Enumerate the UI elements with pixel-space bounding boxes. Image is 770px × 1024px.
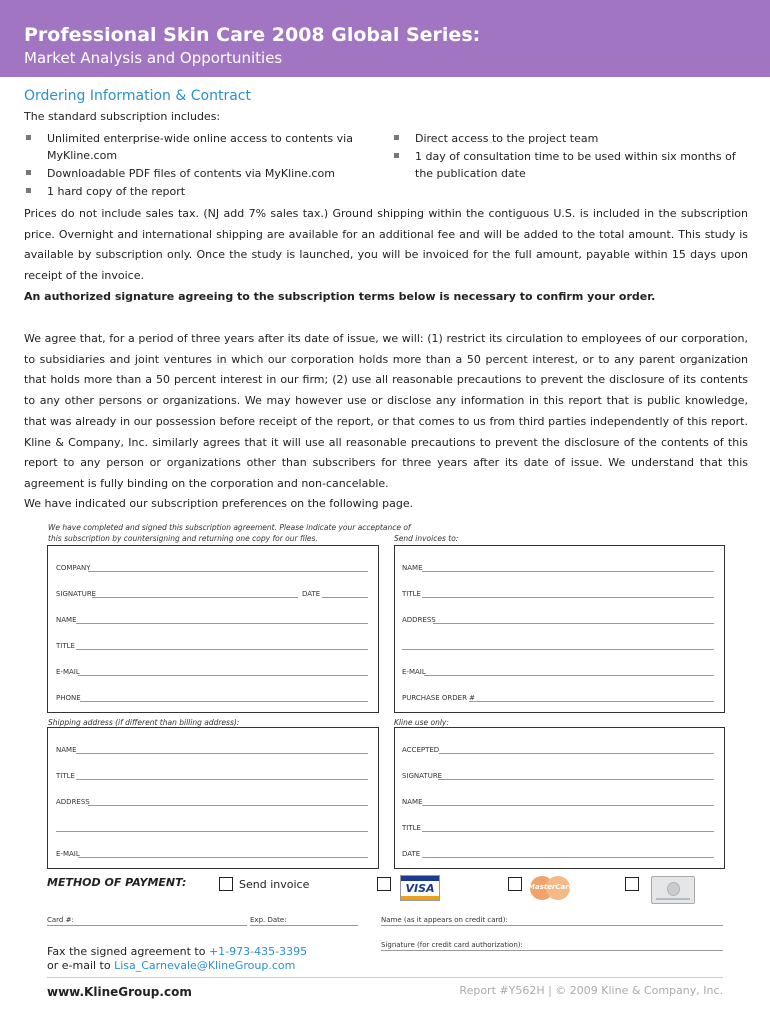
date-label: DATE bbox=[402, 850, 421, 858]
kline-use-box bbox=[394, 727, 725, 869]
website-link[interactable]: www.KlineGroup.com bbox=[47, 985, 192, 999]
title-label: TITLE bbox=[402, 824, 421, 832]
bullet-icon bbox=[394, 135, 399, 140]
title-label: TITLE bbox=[402, 590, 421, 598]
shipping-email-field[interactable] bbox=[78, 857, 368, 858]
list-item: 1 day of consultation time to be used within six months of the publication date bbox=[392, 148, 752, 182]
shipping-address-line2[interactable] bbox=[56, 831, 368, 832]
date-label: DATE bbox=[302, 590, 321, 598]
subscription-list-left bbox=[24, 130, 369, 201]
address-label: ADDRESS bbox=[56, 798, 90, 806]
name-on-card-field[interactable] bbox=[381, 925, 723, 926]
signed-agreement-note: We have completed and signed this subscription agreement. Please indicate your acceptance of this subscription by countersigning and returning one copy for our files. bbox=[48, 523, 411, 543]
name-label: NAME bbox=[56, 616, 77, 624]
shipping-note: Shipping address (if different than billing address): bbox=[48, 718, 240, 727]
mastercard-checkbox[interactable] bbox=[508, 877, 522, 891]
amex-card-icon bbox=[651, 876, 695, 904]
purchase-order-label: PURCHASE ORDER # bbox=[402, 694, 476, 702]
bullet-icon bbox=[26, 135, 31, 140]
signature-label: SIGNATURE bbox=[402, 772, 443, 780]
date-field[interactable] bbox=[322, 597, 368, 598]
phone-field[interactable] bbox=[80, 701, 368, 702]
email-field[interactable] bbox=[78, 675, 368, 676]
bullet-icon bbox=[26, 188, 31, 193]
kline-date-field[interactable] bbox=[422, 857, 714, 858]
footer-divider bbox=[47, 977, 723, 978]
name-field[interactable] bbox=[76, 623, 368, 624]
card-number-label: Card #: bbox=[47, 916, 74, 924]
list-item: Direct access to the project team bbox=[392, 130, 752, 147]
send-invoice-checkbox[interactable] bbox=[219, 877, 233, 891]
header-banner bbox=[0, 0, 770, 77]
mastercard-label: MasterCard bbox=[528, 883, 574, 891]
name-label: NAME bbox=[56, 746, 77, 754]
title-label: TITLE bbox=[56, 642, 75, 650]
signature-field[interactable] bbox=[92, 597, 298, 598]
bullet-icon bbox=[394, 153, 399, 158]
title-field[interactable] bbox=[76, 649, 368, 650]
kline-use-note: Kline use only: bbox=[394, 718, 449, 727]
shipping-address-box bbox=[47, 727, 379, 869]
card-signature-label: Signature (for credit card authorization): bbox=[381, 941, 523, 949]
authorized-signature-note: An authorized signature agreeing to the subscription terms below is necessary to confirm your order. bbox=[24, 290, 656, 303]
report-title: Professional Skin Care 2008 Global Series: bbox=[24, 24, 481, 46]
email-link[interactable]: Lisa_Carnevale@KlineGroup.com bbox=[114, 959, 296, 972]
payment-method-title: METHOD OF PAYMENT: bbox=[47, 876, 187, 889]
invoice-recipient-box bbox=[394, 545, 725, 713]
list-item: Unlimited enterprise-wide online access to contents via MyKline.com bbox=[24, 130, 369, 164]
invoice-email-field[interactable] bbox=[424, 675, 714, 676]
shipping-address-field[interactable] bbox=[88, 805, 368, 806]
name-label: NAME bbox=[402, 564, 423, 572]
visa-bar-bottom bbox=[401, 896, 439, 900]
send-invoice-label: Send invoice bbox=[239, 878, 310, 891]
exp-date-label: Exp. Date: bbox=[250, 916, 287, 924]
name-label: NAME bbox=[402, 798, 423, 806]
preferences-note: We have indicated our subscription preferences on the following page. bbox=[24, 497, 414, 510]
kline-signature-field[interactable] bbox=[438, 779, 714, 780]
list-item: Downloadable PDF files of contents via MyKline.com bbox=[24, 165, 369, 182]
send-invoices-note: Send invoices to: bbox=[394, 534, 459, 543]
visa-bar-top bbox=[401, 876, 439, 881]
invoice-title-field[interactable] bbox=[422, 597, 714, 598]
invoice-address-line2[interactable] bbox=[402, 649, 714, 650]
visa-label: VISA bbox=[405, 882, 435, 895]
subscription-intro: The standard subscription includes: bbox=[24, 110, 221, 123]
section-heading: Ordering Information & Contract bbox=[24, 88, 251, 104]
visa-logo-icon bbox=[400, 875, 440, 901]
signature-label: SIGNATURE bbox=[56, 590, 97, 598]
agreement-paragraph: We agree that, for a period of three years after its date of issue, we will: (1) restrict its circulation to employees of our corporation, to subsidiaries and joint ventures in which our corporation holds more than a 50 percent interest, or to any parent organization that holds more than a 50 percent interest in our firm; (2) use all reasonable precautions to prevent the disclosure of its contents to any other persons or organizations. We may however use or disclose any information in this report that is public knowledge, that was already in our possession before receipt of the report, or that comes to us from third parties independently of this report. Kline & Company, Inc. similarly agrees that it will use all reasonable precautions to prevent the disclosure of the contents of this report to any person or organizations other than subscribers for three years after its date of issue. We understand that this agreement is fully binding on the corporation and non-cancelable. bbox=[24, 332, 748, 490]
purchase-order-field[interactable] bbox=[469, 701, 714, 702]
address-label: ADDRESS bbox=[402, 616, 436, 624]
amex-checkbox[interactable] bbox=[625, 877, 639, 891]
report-subtitle: Market Analysis and Opportunities bbox=[24, 49, 283, 67]
visa-checkbox[interactable] bbox=[377, 877, 391, 891]
phone-label: PHONE bbox=[56, 694, 81, 702]
email-label: E-MAIL bbox=[56, 850, 80, 858]
bullet-icon bbox=[26, 170, 31, 175]
kline-name-field[interactable] bbox=[422, 805, 714, 806]
company-label: COMPANY bbox=[56, 564, 91, 572]
accepted-field[interactable] bbox=[439, 753, 714, 754]
amex-strip bbox=[656, 898, 690, 900]
list-item: 1 hard copy of the report bbox=[24, 183, 369, 200]
mastercard-logo-icon bbox=[528, 875, 572, 901]
shipping-title-field[interactable] bbox=[76, 779, 368, 780]
card-number-field[interactable] bbox=[47, 925, 247, 926]
email-label: E-MAIL bbox=[402, 668, 426, 676]
invoice-address-field[interactable] bbox=[433, 623, 714, 624]
exp-date-field[interactable] bbox=[250, 925, 358, 926]
kline-title-field[interactable] bbox=[422, 831, 714, 832]
invoice-name-field[interactable] bbox=[422, 571, 714, 572]
company-field[interactable] bbox=[88, 571, 368, 572]
title-label: TITLE bbox=[56, 772, 75, 780]
fax-number: +1-973-435-3395 bbox=[208, 945, 308, 958]
report-id: Report #Y562H | © 2009 Kline & Company, Inc. bbox=[459, 984, 723, 997]
name-on-card-label: Name (as it appears on credit card): bbox=[381, 916, 508, 924]
shipping-name-field[interactable] bbox=[76, 753, 368, 754]
email-label: E-MAIL bbox=[56, 668, 80, 676]
prices-paragraph: Prices do not include sales tax. (NJ add 7% sales tax.) Ground shipping within the contiguous U.S. is included in the subscription price. Overnight and international shipping are available for an additional fee and will be added to the total amount. This study is available by subscription only. Once the study is launched, you will be invoiced for the full amount, payable within 15 days upon receipt of the invoice. bbox=[24, 207, 748, 283]
customer-info-box bbox=[47, 545, 379, 713]
card-signature-field[interactable] bbox=[381, 950, 723, 951]
fax-instructions: Fax the signed agreement to +1-973-435-3395 or e-mail to Lisa_Carnevale@KlineGroup.com bbox=[47, 945, 308, 972]
accepted-label: ACCEPTED bbox=[402, 746, 440, 754]
amex-centurion-icon bbox=[667, 882, 680, 896]
subscription-list-right bbox=[392, 130, 752, 183]
